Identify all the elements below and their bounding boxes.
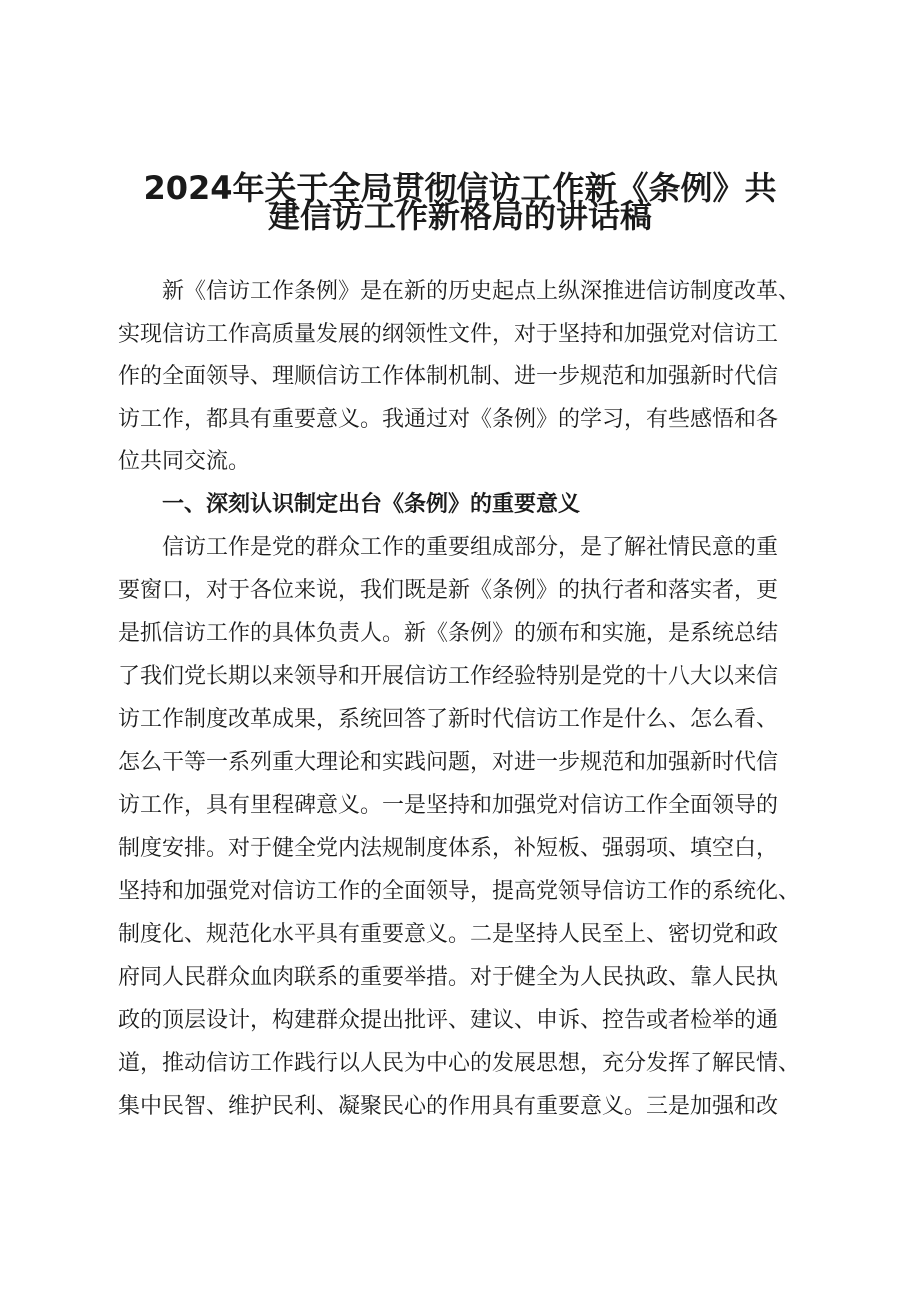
paragraph-line: 实现信访工作高质量发展的纲领性文件，对于坚持和加强党对信访工 (118, 322, 779, 347)
paragraph-line: 政的顶层设计，构建群众提出批评、建议、申诉、控告或者检举的通 (118, 1008, 779, 1033)
paragraph-line: 访工作，具有里程碑意义。一是坚持和加强党对信访工作全面领导的 (118, 793, 779, 818)
paragraph-line: 集中民智、维护民利、凝聚民心的作用具有重要意义。三是加强和改 (118, 1094, 779, 1119)
paragraph-line: 坚持和加强党对信访工作的全面领导，提高党领导信访工作的系统化、 (118, 879, 801, 904)
paragraph-line: 访工作，都具有重要意义。我通过对《条例》的学习，有些感悟和各 (118, 407, 779, 432)
paragraph-line: 府同人民群众血肉联系的重要举措。对于健全为人民执政、靠人民执 (118, 965, 779, 990)
section-heading: 一、深刻认识制定出台《条例》的重要意义 (162, 492, 581, 517)
paragraph-line: 怎么干等一系列重大理论和实践问题，对进一步规范和加强新时代信 (118, 750, 779, 775)
paragraph-line: 位共同交流。 (118, 449, 251, 474)
paragraph-line: 制度安排。对于健全党内法规制度体系，补短板、强弱项、填空白， (118, 836, 779, 861)
document-title-line-2: 建信访工作新格局的讲话稿 (267, 197, 652, 235)
paragraph-line: 是抓信访工作的具体负责人。新《条例》的颁布和实施，是系统总结 (118, 621, 779, 646)
document-title-line-1: 2024年关于全局贯彻信访工作新《条例》共 (143, 169, 777, 207)
paragraph-line: 访工作制度改革成果，系统回答了新时代信访工作是什么、怎么看、 (118, 707, 779, 732)
paragraph-line: 要窗口，对于各位来说，我们既是新《条例》的执行者和落实者，更 (118, 578, 779, 603)
paragraph-line: 信访工作是党的群众工作的重要组成部分，是了解社情民意的重 (162, 535, 779, 560)
paragraph-line: 了我们党长期以来领导和开展信访工作经验特别是党的十八大以来信 (118, 664, 779, 689)
paragraph-line: 道，推动信访工作践行以人民为中心的发展思想，充分发挥了解民情、 (118, 1051, 801, 1076)
paragraph-line: 制度化、规范化水平具有重要意义。二是坚持人民至上、密切党和政 (118, 922, 779, 947)
paragraph-line: 作的全面领导、理顺信访工作体制机制、进一步规范和加强新时代信 (118, 364, 779, 389)
paragraph-line: 新《信访工作条例》是在新的历史起点上纵深推进信访制度改革、 (162, 279, 801, 304)
